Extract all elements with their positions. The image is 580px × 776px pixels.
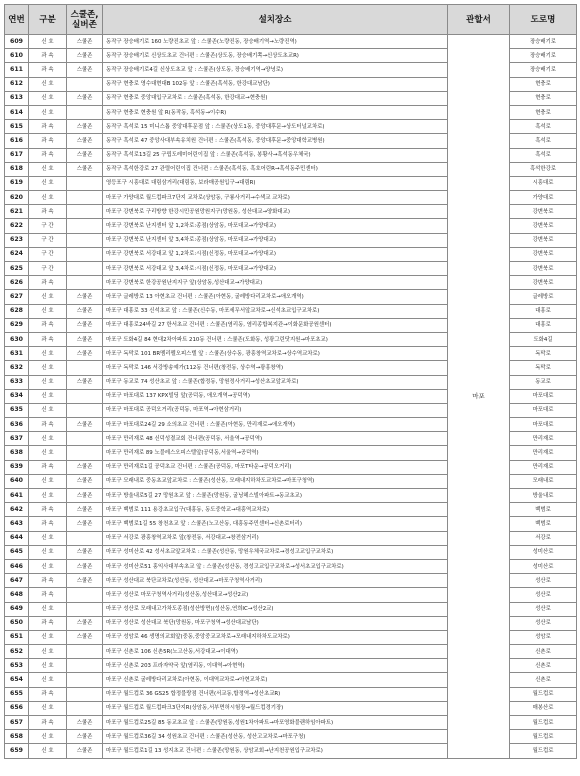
row-location: 마포구 만리재로 48 신덕성결교회 건너편(공덕동, 서울역→공덕역) bbox=[103, 432, 448, 446]
row-type: 과 속 bbox=[29, 716, 67, 730]
row-road-name: 장승배기로 bbox=[510, 63, 577, 77]
row-road-name: 신촌로 bbox=[510, 673, 577, 687]
row-location: 마포구 마포대로24길 29 소의초교 건너편 : 스쿨존(아현동, 만리재로→애오개역) bbox=[103, 418, 448, 432]
row-number: 647 bbox=[5, 574, 29, 588]
row-school-zone: 스쿨존 bbox=[67, 35, 103, 49]
row-number: 654 bbox=[5, 673, 29, 687]
row-location: 마포구 성암로 46 생명의교회앞(중동,중앙중교교차로→모래내지하차도교차로) bbox=[103, 630, 448, 644]
row-number: 651 bbox=[5, 630, 29, 644]
row-location: 동작구 현충로 중앙대입구교차로 : 스쿨존(흑석동, 한강대교→현충원) bbox=[103, 91, 448, 105]
row-number: 653 bbox=[5, 659, 29, 673]
row-location: 마포구 성산로 마포구청역사거리(성산동,성산대교→성산2교) bbox=[103, 588, 448, 602]
row-number: 618 bbox=[5, 162, 29, 176]
row-location: 마포구 월드컵로1길 13 성지초교 건너편 : 스쿨존(망원동, 상암교회→난지천공원입구교차로) bbox=[103, 744, 448, 758]
row-number: 628 bbox=[5, 304, 29, 318]
row-type: 과 속 bbox=[29, 460, 67, 474]
row-road-name: 백범로 bbox=[510, 517, 577, 531]
row-school-zone: 스쿨존 bbox=[67, 489, 103, 503]
row-school-zone bbox=[67, 361, 103, 375]
row-location: 동작구 흑석로 15 미니스톱 중앙대후문점 앞 : 스쿨존(상도1동, 중앙대후문→상도터널교차로) bbox=[103, 120, 448, 134]
row-type: 신 호 bbox=[29, 77, 67, 91]
row-road-name: 월드컵로 bbox=[510, 744, 577, 758]
header-station: 관할서 bbox=[448, 5, 510, 35]
row-location: 마포구 월드컵로 36 GS25 합정블랑점 건너편(서교동,합정역→성산초교R) bbox=[103, 687, 448, 701]
row-type: 과 속 bbox=[29, 616, 67, 630]
row-number: 617 bbox=[5, 148, 29, 162]
row-type: 신 호 bbox=[29, 744, 67, 758]
row-type: 과 속 bbox=[29, 276, 67, 290]
row-type: 과 속 bbox=[29, 318, 67, 332]
header-school-line1: 스쿨존, bbox=[70, 9, 99, 20]
row-type: 과 속 bbox=[29, 49, 67, 63]
row-road-name: 흑석로 bbox=[510, 120, 577, 134]
row-school-zone: 스쿨존 bbox=[67, 375, 103, 389]
row-road-name: 마포대로 bbox=[510, 389, 577, 403]
row-location: 동작구 장승배기로 160 노량진초교 앞 : 스쿨존(노량진동, 장승배기역→노량진역) bbox=[103, 35, 448, 49]
row-school-zone bbox=[67, 77, 103, 91]
row-type: 신 호 bbox=[29, 191, 67, 205]
row-location: 마포구 강변북로 구리방향 한강시민공원망원지구(망원동, 성산대교→양화대교) bbox=[103, 205, 448, 219]
row-location: 마포구 마포대로 137 KPX빌딩 앞(공덕동, 애오개역→공덕역) bbox=[103, 389, 448, 403]
document-page bbox=[4, 4, 576, 759]
row-location: 동작구 흑석로 47 중앙사대부속유치원 건너편 : 스쿨존(흑석동, 중앙대후문→중앙대학교병원) bbox=[103, 134, 448, 148]
row-school-zone bbox=[67, 701, 103, 715]
row-road-name: 독막로 bbox=[510, 347, 577, 361]
row-school-zone: 스쿨존 bbox=[67, 730, 103, 744]
row-location: 마포구 신촌로 굴레방다리교차로(아현동, 이대역교차로→아현교차로) bbox=[103, 673, 448, 687]
row-road-name: 모래내로 bbox=[510, 474, 577, 488]
row-type: 신 호 bbox=[29, 559, 67, 573]
row-road-name: 매봉산로 bbox=[510, 701, 577, 715]
row-number: 614 bbox=[5, 105, 29, 119]
row-number: 631 bbox=[5, 347, 29, 361]
header-school-line2: 실버존 bbox=[72, 19, 97, 30]
row-number: 611 bbox=[5, 63, 29, 77]
row-school-zone bbox=[67, 205, 103, 219]
row-type: 신 호 bbox=[29, 290, 67, 304]
row-location: 마포구 성미산로51 홍익사대부속초교 앞 : 스쿨존(성산동, 경성고교입구교차로→성서초교입구교차로) bbox=[103, 559, 448, 573]
row-school-zone bbox=[67, 247, 103, 261]
row-type: 과 속 bbox=[29, 574, 67, 588]
row-type: 신 호 bbox=[29, 645, 67, 659]
row-road-name: 글레방로 bbox=[510, 290, 577, 304]
row-number: 629 bbox=[5, 318, 29, 332]
row-type: 신 호 bbox=[29, 730, 67, 744]
row-number: 656 bbox=[5, 701, 29, 715]
row-school-zone bbox=[67, 276, 103, 290]
row-road-name: 성암로 bbox=[510, 630, 577, 644]
row-school-zone: 스쿨존 bbox=[67, 63, 103, 77]
row-number: 615 bbox=[5, 120, 29, 134]
row-location: 마포구 백범로 111 용강초교입구(대흥동, 동도중학교→대흥역교차로) bbox=[103, 503, 448, 517]
row-type: 신 호 bbox=[29, 162, 67, 176]
row-type: 신 호 bbox=[29, 701, 67, 715]
row-school-zone: 스쿨존 bbox=[67, 630, 103, 644]
row-road-name: 장승배기로 bbox=[510, 35, 577, 49]
row-school-zone bbox=[67, 432, 103, 446]
row-type: 구 간 bbox=[29, 247, 67, 261]
row-school-zone: 스쿨존 bbox=[67, 460, 103, 474]
row-location: 마포구 가양대로 월드컵파크7단지 교차로(상암동, 구룡사거리→수색교 교차로) bbox=[103, 191, 448, 205]
row-road-name: 성산로 bbox=[510, 616, 577, 630]
table-body bbox=[5, 35, 577, 759]
row-road-name: 도화4길 bbox=[510, 332, 577, 346]
row-road-name: 성미산로 bbox=[510, 545, 577, 559]
row-type: 신 호 bbox=[29, 91, 67, 105]
row-number: 640 bbox=[5, 474, 29, 488]
row-road-name: 서강로 bbox=[510, 531, 577, 545]
row-school-zone: 스쿨존 bbox=[67, 148, 103, 162]
row-number: 652 bbox=[5, 645, 29, 659]
row-location: 마포구 강변북로 한강공원난지지구 앞(상암동,성산대교→가양대교) bbox=[103, 276, 448, 290]
row-number: 633 bbox=[5, 375, 29, 389]
row-school-zone bbox=[67, 191, 103, 205]
row-school-zone bbox=[67, 176, 103, 190]
row-location: 마포구 만리재로 89 노블레스오피스텔앞(공덕동,서울역→공덕역) bbox=[103, 446, 448, 460]
row-road-name: 강변북로 bbox=[510, 205, 577, 219]
row-road-name: 장승배기로 bbox=[510, 49, 577, 63]
row-school-zone: 스쿨존 bbox=[67, 91, 103, 105]
row-location: 마포구 글레방로 13 아현초교 건너편 : 스쿨존(아현동, 굴레방다리교차로→애오개역) bbox=[103, 290, 448, 304]
row-school-zone bbox=[67, 531, 103, 545]
row-location: 마포구 강변북로 서강대교 앞 1,2차로:시점(신정동, 마포대교→가양대교) bbox=[103, 247, 448, 261]
row-road-name: 성산로 bbox=[510, 574, 577, 588]
row-type: 과 속 bbox=[29, 205, 67, 219]
row-type: 신 호 bbox=[29, 432, 67, 446]
row-school-zone: 스쿨존 bbox=[67, 134, 103, 148]
row-number: 644 bbox=[5, 531, 29, 545]
row-location: 마포구 만리재로1길 공덕초교 건너편 : 스쿨존(공덕동, 마포T타운→공덕오거리) bbox=[103, 460, 448, 474]
row-type: 신 호 bbox=[29, 304, 67, 318]
row-location: 동작구 장승배기로4길 신상도초교 앞 : 스쿨존(상도동, 장승배기역→양녕로) bbox=[103, 63, 448, 77]
row-road-name: 강변북로 bbox=[510, 276, 577, 290]
row-school-zone bbox=[67, 233, 103, 247]
row-school-zone: 스쿨존 bbox=[67, 318, 103, 332]
row-road-name: 대흥로 bbox=[510, 318, 577, 332]
row-type: 신 호 bbox=[29, 105, 67, 119]
row-type: 신 호 bbox=[29, 474, 67, 488]
row-location: 마포구 독막로 101 BR멤리펠오피스텔 앞 : 스쿨존(상수동, 광흥창역교차로→상수역교차로) bbox=[103, 347, 448, 361]
row-type: 과 속 bbox=[29, 134, 67, 148]
row-road-name: 성산로 bbox=[510, 588, 577, 602]
row-location: 마포구 대흥로 33 신석초교 앞 : 스쿨존(신수동, 마포세무서앞교차로→신석초교입구교차로) bbox=[103, 304, 448, 318]
row-type: 과 속 bbox=[29, 120, 67, 134]
row-number: 621 bbox=[5, 205, 29, 219]
row-school-zone: 스쿨존 bbox=[67, 120, 103, 134]
row-road-name: 백범로 bbox=[510, 503, 577, 517]
row-location: 동작구 장승배기로 신상도초교 건너편 : 스쿨존(상도동, 장승배기쪽→신상도초교R) bbox=[103, 49, 448, 63]
row-school-zone bbox=[67, 105, 103, 119]
row-number: 612 bbox=[5, 77, 29, 91]
table-row bbox=[5, 35, 577, 49]
row-type: 신 호 bbox=[29, 389, 67, 403]
row-type: 신 호 bbox=[29, 489, 67, 503]
row-number: 632 bbox=[5, 361, 29, 375]
row-school-zone: 스쿨존 bbox=[67, 304, 103, 318]
row-location: 마포구 월드컵로25길 85 동교초교 앞 : 스쿨존(망원동,성원1차아파트→마포영화블랜하임아파트) bbox=[103, 716, 448, 730]
row-number: 639 bbox=[5, 460, 29, 474]
row-number: 659 bbox=[5, 744, 29, 758]
row-type: 과 속 bbox=[29, 418, 67, 432]
row-location: 마포구 성미산로 42 성서초교앞교차로 : 스쿨존(성산동, 망원우체국교차로→경성고교입구교차로) bbox=[103, 545, 448, 559]
header-road: 도로명 bbox=[510, 5, 577, 35]
header-location: 설치장소 bbox=[103, 5, 448, 35]
header-school-zone bbox=[67, 5, 103, 35]
row-location: 마포구 방울내로5길 27 망원초교 앞 : 스쿨존(망원동, 굴닝헤스빌아파트→동교초교) bbox=[103, 489, 448, 503]
row-school-zone: 스쿨존 bbox=[67, 744, 103, 758]
row-road-name: 월드컵로 bbox=[510, 716, 577, 730]
row-road-name: 강변북로 bbox=[510, 262, 577, 276]
row-type: 구 간 bbox=[29, 219, 67, 233]
row-school-zone: 스쿨존 bbox=[67, 716, 103, 730]
row-number: 624 bbox=[5, 247, 29, 261]
row-road-name: 성미산로 bbox=[510, 559, 577, 573]
row-number: 649 bbox=[5, 602, 29, 616]
row-school-zone bbox=[67, 389, 103, 403]
row-location: 영등포구 시흥대로 대림삼거리(대림동, 보라매공원입구→대림R) bbox=[103, 176, 448, 190]
row-number: 641 bbox=[5, 489, 29, 503]
row-road-name: 마포대로 bbox=[510, 403, 577, 417]
row-road-name: 성산로 bbox=[510, 602, 577, 616]
row-type: 신 호 bbox=[29, 673, 67, 687]
row-number: 610 bbox=[5, 49, 29, 63]
row-location: 마포구 강변북로 난지센터 앞 1,2차로:종점(상암동, 마포대교→가양대교) bbox=[103, 219, 448, 233]
row-type: 과 속 bbox=[29, 148, 67, 162]
row-location: 마포구 성산대교 북단교차로(성산동, 성산대교→마포구청역사거리) bbox=[103, 574, 448, 588]
row-school-zone: 스쿨존 bbox=[67, 162, 103, 176]
row-school-zone: 스쿨존 bbox=[67, 332, 103, 346]
row-number: 620 bbox=[5, 191, 29, 205]
row-school-zone bbox=[67, 262, 103, 276]
row-road-name: 현충로 bbox=[510, 91, 577, 105]
row-location: 마포구 신촌로 106 신촌5R(노고산동,서강대교→이대역) bbox=[103, 645, 448, 659]
row-road-name: 방울내로 bbox=[510, 489, 577, 503]
row-type: 과 속 bbox=[29, 63, 67, 77]
row-number: 637 bbox=[5, 432, 29, 446]
row-number: 609 bbox=[5, 35, 29, 49]
row-type: 구 간 bbox=[29, 262, 67, 276]
row-type: 신 호 bbox=[29, 659, 67, 673]
row-location: 동작구 현충로 영수대현대B 102동 앞 : 스쿨존(흑석동, 한강대교남단) bbox=[103, 77, 448, 91]
row-school-zone: 스쿨존 bbox=[67, 290, 103, 304]
row-number: 655 bbox=[5, 687, 29, 701]
row-road-name: 월드컵로 bbox=[510, 730, 577, 744]
row-number: 645 bbox=[5, 545, 29, 559]
row-road-name: 동교로 bbox=[510, 375, 577, 389]
row-school-zone bbox=[67, 659, 103, 673]
row-school-zone: 스쿨존 bbox=[67, 347, 103, 361]
row-road-name: 강변북로 bbox=[510, 247, 577, 261]
row-location: 동작구 흑석로13길 25 구립도레미어린이집 앞 : 스쿨존(흑석동, 봉황사→흑석동우체국) bbox=[103, 148, 448, 162]
row-school-zone: 스쿨존 bbox=[67, 418, 103, 432]
row-location: 마포구 강변북로 서강대교 앞 3,4차로:시점(신정동, 마포대교→가양대교) bbox=[103, 262, 448, 276]
row-road-name: 신촌로 bbox=[510, 645, 577, 659]
row-type: 신 호 bbox=[29, 531, 67, 545]
row-school-zone bbox=[67, 219, 103, 233]
row-location: 마포구 동교로 74 성산초교 앞 : 스쿨존(합정동, 망원정사거리→성산초교앞교차로) bbox=[103, 375, 448, 389]
row-road-name: 시흥대로 bbox=[510, 176, 577, 190]
row-location: 마포구 독막로 146 서강방송예가(112동 건너편(창전동, 상수역→광흥창역) bbox=[103, 361, 448, 375]
row-number: 658 bbox=[5, 730, 29, 744]
row-location: 마포구 월드컵로 월드컵파크3단지R(상암동,서부면허시험장→월드컵경기장) bbox=[103, 701, 448, 715]
row-type: 신 호 bbox=[29, 630, 67, 644]
row-school-zone bbox=[67, 403, 103, 417]
row-school-zone bbox=[67, 446, 103, 460]
row-type: 과 속 bbox=[29, 332, 67, 346]
row-type: 신 호 bbox=[29, 403, 67, 417]
row-location: 마포구 모래내로 중동초교앞교차로 : 스쿨존(성산동, 모래내지하차도교차로→마포구청역) bbox=[103, 474, 448, 488]
row-type: 구 간 bbox=[29, 233, 67, 247]
row-road-name: 만리재로 bbox=[510, 460, 577, 474]
row-school-zone: 스쿨존 bbox=[67, 474, 103, 488]
row-type: 신 호 bbox=[29, 176, 67, 190]
row-number: 630 bbox=[5, 332, 29, 346]
row-type: 과 속 bbox=[29, 517, 67, 531]
row-type: 신 호 bbox=[29, 375, 67, 389]
row-number: 638 bbox=[5, 446, 29, 460]
row-number: 636 bbox=[5, 418, 29, 432]
row-location: 마포구 월드컵로36길 34 성원초교 건너편 : 스쿨존(성산동, 성산고교차로→마포구청) bbox=[103, 730, 448, 744]
row-number: 623 bbox=[5, 233, 29, 247]
row-number: 613 bbox=[5, 91, 29, 105]
row-school-zone: 스쿨존 bbox=[67, 503, 103, 517]
row-station: 마포 bbox=[448, 35, 510, 759]
row-school-zone: 스쿨존 bbox=[67, 545, 103, 559]
row-number: 650 bbox=[5, 616, 29, 630]
row-number: 625 bbox=[5, 262, 29, 276]
row-number: 643 bbox=[5, 517, 29, 531]
row-number: 657 bbox=[5, 716, 29, 730]
row-location: 마포구 강변북로 난지센터 앞 3,4차로:종점(상암동, 마포대교→가양대교) bbox=[103, 233, 448, 247]
row-location: 마포구 성산로 모래내고가차도종점(성산방면)(성산동,연희IC→성산2교) bbox=[103, 602, 448, 616]
row-school-zone bbox=[67, 687, 103, 701]
row-road-name: 현충로 bbox=[510, 77, 577, 91]
row-school-zone bbox=[67, 645, 103, 659]
row-type: 신 호 bbox=[29, 35, 67, 49]
row-type: 신 호 bbox=[29, 545, 67, 559]
row-number: 635 bbox=[5, 403, 29, 417]
row-road-name: 강변북로 bbox=[510, 233, 577, 247]
header-gubun: 구분 bbox=[29, 5, 67, 35]
row-road-name: 흑석한강로 bbox=[510, 162, 577, 176]
row-road-name: 흑석로 bbox=[510, 134, 577, 148]
row-school-zone: 스쿨존 bbox=[67, 49, 103, 63]
row-type: 과 속 bbox=[29, 588, 67, 602]
row-number: 642 bbox=[5, 503, 29, 517]
row-type: 과 속 bbox=[29, 687, 67, 701]
row-road-name: 강변북로 bbox=[510, 219, 577, 233]
row-type: 신 호 bbox=[29, 602, 67, 616]
row-number: 619 bbox=[5, 176, 29, 190]
row-road-name: 흑석로 bbox=[510, 148, 577, 162]
row-road-name: 현충로 bbox=[510, 105, 577, 119]
row-number: 634 bbox=[5, 389, 29, 403]
row-location: 마포구 마포대로 공덕오거리(공덕동, 마포역→아현삼거리) bbox=[103, 403, 448, 417]
row-school-zone bbox=[67, 588, 103, 602]
row-type: 신 호 bbox=[29, 347, 67, 361]
row-school-zone: 스쿨존 bbox=[67, 517, 103, 531]
row-school-zone bbox=[67, 673, 103, 687]
row-road-name: 만리재로 bbox=[510, 446, 577, 460]
row-location: 마포구 백범로1길 55 창천초교 앞 : 스쿨존(노고산동, 대흥동주민센터→신촌로터리) bbox=[103, 517, 448, 531]
row-location: 동작구 현충로 현충원 앞 R(동작동, 흑석동→이수R) bbox=[103, 105, 448, 119]
row-road-name: 만리재로 bbox=[510, 432, 577, 446]
row-location: 마포구 서강로 광흥창역교차로 앞(창전동, 서강대교→창전삼거리) bbox=[103, 531, 448, 545]
header-no: 연번 bbox=[5, 5, 29, 35]
row-number: 627 bbox=[5, 290, 29, 304]
row-type: 과 속 bbox=[29, 503, 67, 517]
row-school-zone bbox=[67, 602, 103, 616]
row-road-name: 월드컵로 bbox=[510, 687, 577, 701]
row-number: 616 bbox=[5, 134, 29, 148]
row-school-zone: 스쿨존 bbox=[67, 616, 103, 630]
table-header-row bbox=[5, 5, 577, 35]
row-type: 신 호 bbox=[29, 446, 67, 460]
row-location: 동작구 흑석한강로 27 관렬어린이집 건너편 : 스쿨존(흑석동, 흑호어린R→흑석동주민센터) bbox=[103, 162, 448, 176]
row-number: 646 bbox=[5, 559, 29, 573]
row-number: 626 bbox=[5, 276, 29, 290]
row-road-name: 가양대로 bbox=[510, 191, 577, 205]
row-school-zone: 스쿨존 bbox=[67, 559, 103, 573]
row-location: 마포구 대흥로24바길 27 한서초교 건너편 : 스쿨존(염리동, 염리종합복지관→이화문화공원센터) bbox=[103, 318, 448, 332]
row-location: 마포구 성산로 성산대교 북단(망원동, 마포구청역→성산대교남단) bbox=[103, 616, 448, 630]
row-road-name: 대흥로 bbox=[510, 304, 577, 318]
camera-location-table bbox=[4, 4, 577, 759]
row-location: 마포구 도화4길 84 현대2차아파트 210동 건너편 : 스쿨존(도화동, 성광그린닷지원→마포초교) bbox=[103, 332, 448, 346]
row-location: 마포구 신촌로 203 프라자약국 앞(염리동, 이대역→아현역) bbox=[103, 659, 448, 673]
row-type: 신 호 bbox=[29, 361, 67, 375]
row-number: 648 bbox=[5, 588, 29, 602]
row-road-name: 마포대로 bbox=[510, 418, 577, 432]
row-road-name: 신촌로 bbox=[510, 659, 577, 673]
row-school-zone: 스쿨존 bbox=[67, 574, 103, 588]
row-road-name: 독막로 bbox=[510, 361, 577, 375]
row-number: 622 bbox=[5, 219, 29, 233]
